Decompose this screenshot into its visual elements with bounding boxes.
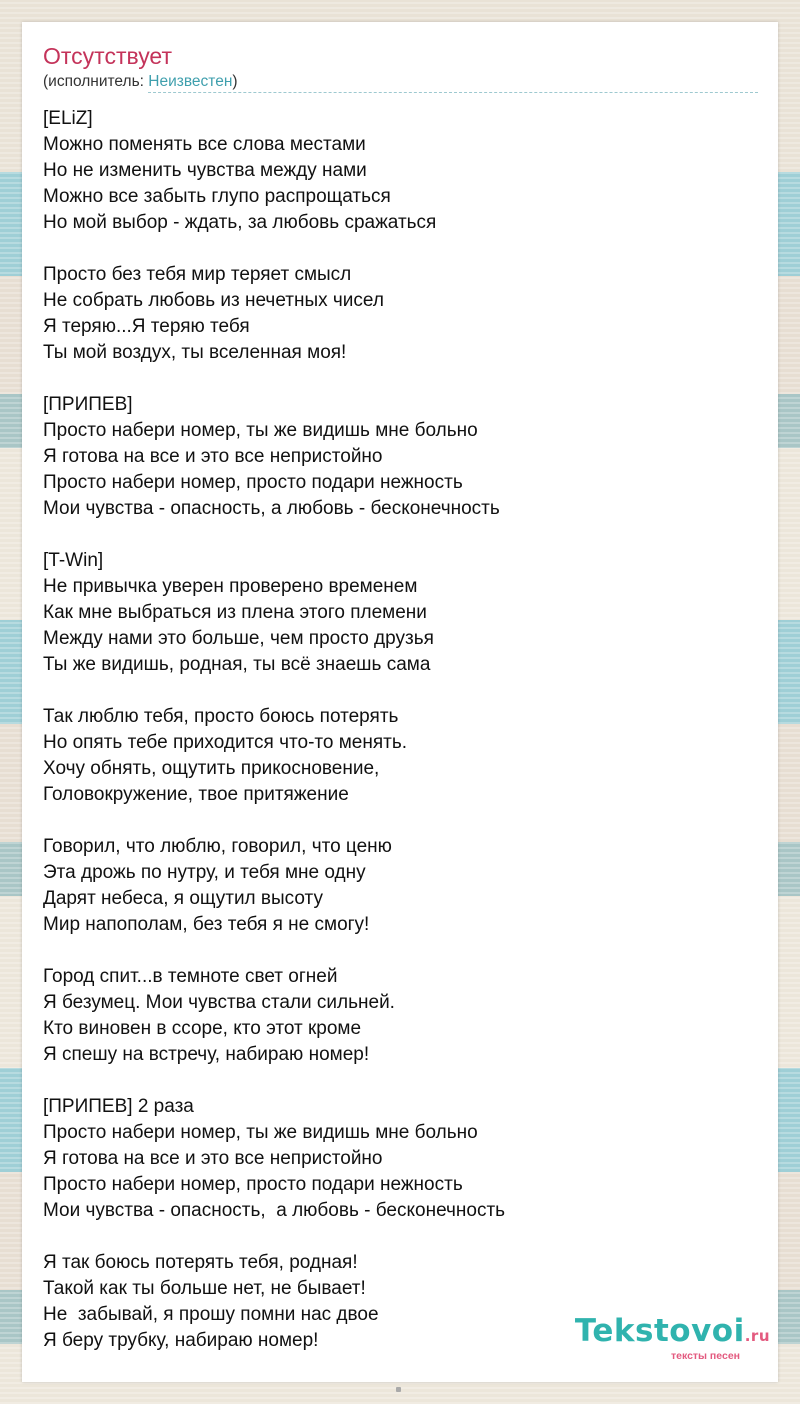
lyric-blank-line [43, 938, 743, 964]
bottom-marker [396, 1387, 401, 1392]
lyric-line: Эта дрожь по нутру, и тебя мне одну [43, 862, 366, 883]
lyric-blank-line [43, 808, 743, 834]
lyric-line: Я так боюсь потерять тебя, родная! [43, 1252, 358, 1273]
lyric-line: Мои чувства - опасность, а любовь - бесконечность [43, 498, 500, 519]
lyric-line: Мир напополам, без тебя я не смогу! [43, 914, 370, 935]
artist-link[interactable]: Неизвестен [148, 73, 233, 90]
lyric-line: [T-Win] [43, 550, 104, 571]
lyrics-text [43, 106, 743, 1354]
lyric-blank-line [43, 678, 743, 704]
lyric-blank-line [43, 366, 743, 392]
lyric-line: Я готова на все и это все непристойно [43, 446, 383, 467]
lyric-line: Между нами это больше, чем просто друзья [43, 628, 434, 649]
lyric-line: Ты же видишь, родная, ты всё знаешь сама [43, 654, 431, 675]
lyric-line: Хочу обнять, ощутить прикосновение, [43, 758, 380, 779]
lyric-line: Дарят небеса, я ощутил высоту [43, 888, 323, 909]
lyric-line: [ПРИПЕВ] [43, 394, 133, 415]
lyric-line: Не привычка уверен проверено временем [43, 576, 418, 597]
lyric-line: Город спит...в темноте свет огней [43, 966, 338, 987]
lyric-line: [ПРИПЕВ] 2 раза [43, 1096, 194, 1117]
song-title: Отсутствует [43, 43, 172, 69]
lyric-line: Такой как ты больше нет, не бывает! [43, 1278, 366, 1299]
artist-suffix: ) [232, 73, 238, 90]
lyric-line: Просто набери номер, просто подари нежность [43, 1174, 463, 1195]
site-logo[interactable] [575, 1314, 770, 1362]
lyric-line: Просто набери номер, ты же видишь мне больно [43, 420, 478, 441]
lyric-line: Я теряю...Я теряю тебя [43, 316, 250, 337]
lyric-line: Говорил, что люблю, говорил, что ценю [43, 836, 392, 857]
lyric-line: Но не изменить чувства между нами [43, 160, 367, 181]
lyric-line: Не собрать любовь из нечетных чисел [43, 290, 384, 311]
lyric-blank-line [43, 1068, 743, 1094]
lyric-line: Просто набери номер, просто подари нежность [43, 472, 463, 493]
artist-prefix: (исполнитель: [43, 73, 149, 90]
lyric-line: [ELiZ] [43, 108, 93, 129]
artist-line [43, 72, 238, 92]
lyric-line: Ты мой воздух, ты вселенная моя! [43, 342, 347, 363]
lyric-line: Но опять тебе приходится что-то менять. [43, 732, 408, 753]
lyric-blank-line [43, 1224, 743, 1250]
lyric-line: Я безумец. Мои чувства стали сильней. [43, 992, 395, 1013]
lyric-line: Не забывай, я прошу помни нас двое [43, 1304, 379, 1325]
lyric-line: Но мой выбор - ждать, за любовь сражаться [43, 212, 437, 233]
lyric-line: Я готова на все и это все непристойно [43, 1148, 383, 1169]
lyric-line: Как мне выбраться из плена этого племени [43, 602, 427, 623]
lyric-blank-line [43, 236, 743, 262]
lyric-line: Просто без тебя мир теряет смысл [43, 264, 352, 285]
lyric-line: Просто набери номер, ты же видишь мне больно [43, 1122, 478, 1143]
lyrics-card [22, 22, 778, 1382]
lyric-line: Мои чувства - опасность, а любовь - бесконечность [43, 1200, 506, 1221]
lyric-line: Я спешу на встречу, набираю номер! [43, 1044, 370, 1065]
lyric-line: Можно все забыть глупо распрощаться [43, 186, 391, 207]
lyric-line: Головокружение, твое притяжение [43, 784, 349, 805]
logo-tagline: тексты песен [670, 1350, 740, 1362]
lyric-line: Кто виновен в ссоре, кто этот кроме [43, 1018, 362, 1039]
logo-wordmark: Tekstovoi [574, 1313, 745, 1349]
lyric-blank-line [43, 522, 743, 548]
lyric-line: Можно поменять все слова местами [43, 134, 366, 155]
logo-tld: .ru [744, 1327, 770, 1345]
lyric-line: Так люблю тебя, просто боюсь потерять [43, 706, 399, 727]
header-divider [148, 92, 758, 93]
lyric-line: Я беру трубку, набираю номер! [43, 1330, 319, 1351]
